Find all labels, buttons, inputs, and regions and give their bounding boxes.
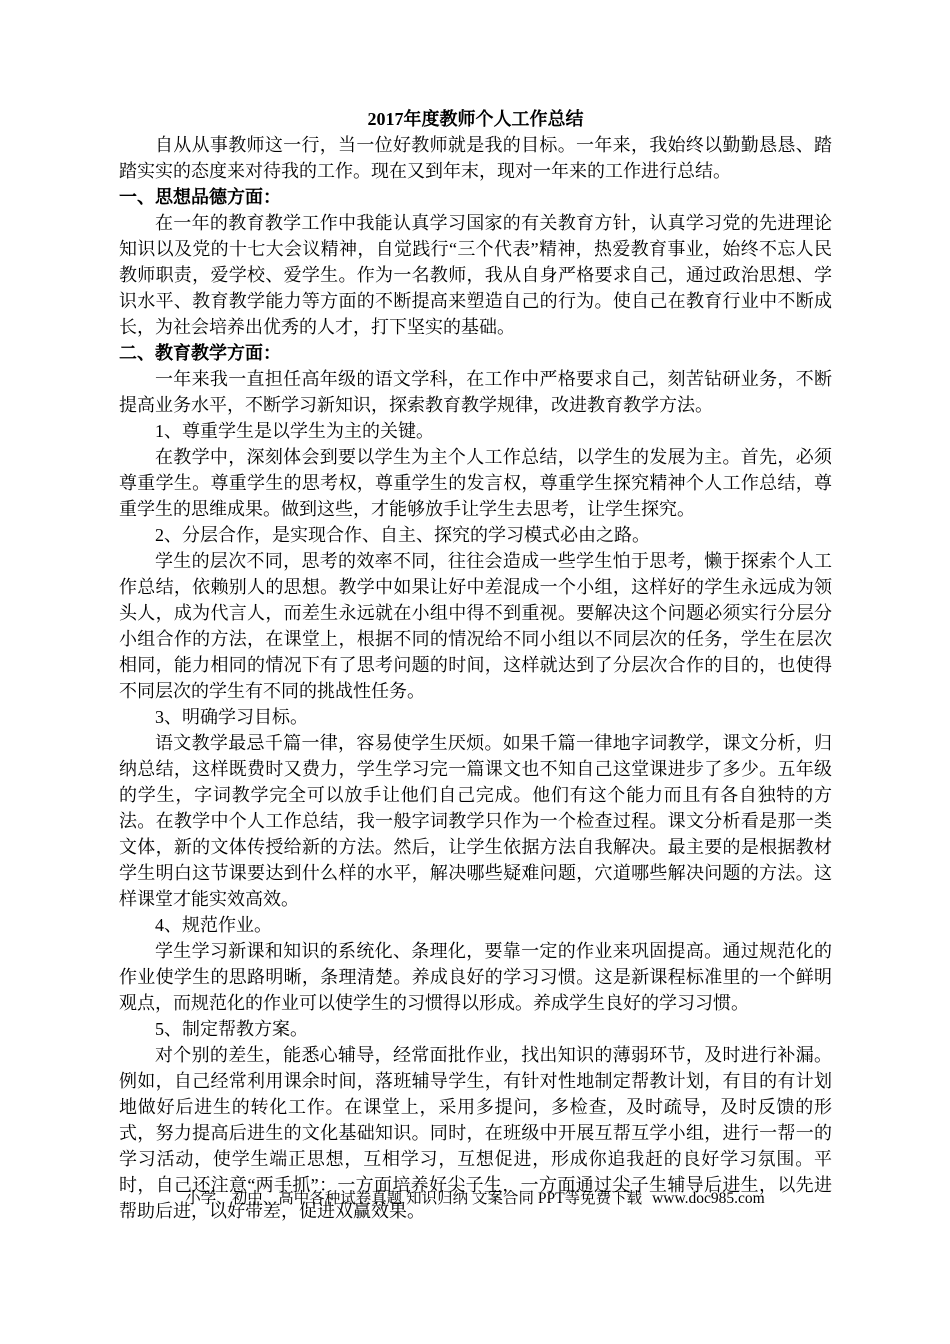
paragraph-ideology: 在一年的教育教学工作中我能认真学习国家的有关教育方针，认真学习党的先进理论知识以及党的十七大会议精神，自觉践行“三个代表”精神，热爱教育事业，始终不忘人民教师职责，爱学校、爱学生。作为一名教师，我从自身严格要求自己，通过政治思想、学识水平、教育教学能力等方面的不断提高来塑造自己的行为。使自己在教育行业中不断成长，为社会培养出优秀的人才，打下坚实的基础。 [119, 213, 832, 337]
subitem-5-body: 对个别的差生，能悉心辅导，经常面批作业，找出知识的薄弱环节，及时进行补漏。例如，自己经常利用课余时间，落班辅导学生，有针对性地制定帮教计划，有目的有计划地做好后进生的转化工作。在课堂上，采用多提问，多检查，及时疏导，及时反馈的形式，努力提高后进生的文化基础知识。同时，在班级中开展互帮互学小组，进行一帮一的学习活动，使学生端正思想，互相学习，互想促进，形成你追我赶的良好学习氛围。平时，自己还注意“两手抓”：一方面培养好尖子生，一方面通过尖子生辅导后进生，以先进帮助后进，以好带差，促进双赢效果。 [119, 1045, 832, 1221]
section-heading-teaching: 二、教育教学方面： [119, 343, 281, 363]
section-heading-ideology: 一、思想品德方面： [119, 187, 281, 207]
subitem-2-body: 学生的层次不同，思考的效率不同，往往会造成一些学生怕于思考，懒于探索个人工作总结，依赖别人的思想。教学中如果让好中差混成一个小组，这样好的学生永远成为领头人，成为代言人，而差生永远就在小组中得不到重视。要解决这个问题必须实行分层分小组合作的方法，在课堂上，根据不同的情况给不同小组以不同层次的任务，学生在层次相同，能力相同的情况下有了思考问题的时间，这样就达到了分层次合作的目的，也使得不同层次的学生有不同的挑战性任务。 [119, 551, 832, 701]
subitem-4-title: 4、规范作业。 [155, 915, 272, 935]
subitem-3-title: 3、明确学习目标。 [155, 707, 308, 727]
subitem-4-body: 学生学习新课和知识的系统化、条理化，要靠一定的作业来巩固提高。通过规范化的作业使学生的思路明晰，条理清楚。养成良好的学习习惯。这是新课程标准里的一个鲜明观点，而规范化的作业可以使学生的习惯得以形成。养成学生良好的学习习惯。 [119, 941, 832, 1013]
subitem-1-title: 1、尊重学生是以学生为主的关键。 [155, 421, 434, 441]
intro-paragraph: 自从从事教师这一行，当一位好教师就是我的目标。一年来，我始终以勤勤恳恳、踏踏实实的态度来对待我的工作。现在又到年末，现对一年来的工作进行总结。 [119, 135, 832, 181]
document-content [119, 106, 832, 1224]
page-footer [0, 1188, 950, 1210]
subitem-3-body: 语文教学最忌千篇一律，容易使学生厌烦。如果千篇一律地字词教学，课文分析，归纳总结，这样既费时又费力，学生学习完一篇课文也不知自己这堂课进步了多少。五年级的学生，字词教学完全可以放手让他们自己完成。他们有这个能力而且有各自独特的方法。在教学中个人工作总结，我一般字词教学只作为一个检查过程。课文分析看是那一类文体，新的文体传授给新的方法。然后，让学生依据方法自我解决。最主要的是根据教材学生明白这节课要达到什么样的水平，解决哪些疑难问题，穴道哪些解决问题的方法。这样课堂才能实效高效。 [119, 733, 832, 909]
subitem-1-body: 在教学中，深刻体会到要以学生为主个人工作总结，以学生的发展为主。首先，必须尊重学生。尊重学生的思考权，尊重学生的发言权，尊重学生探究精神个人工作总结，尊重学生的思维成果。做到这些，才能够放手让学生去思考，让学生探究。 [119, 447, 832, 519]
footer-text: 小学、初中、高中各种试卷真题 知识归纳 文案合同 PPT等免费下载 [185, 1190, 643, 1207]
footer-site-link[interactable]: www.doc985.com [652, 1190, 765, 1207]
subitem-2-title: 2、分层合作，是实现合作、自主、探究的学习模式必由之路。 [155, 525, 650, 545]
subitem-5-title: 5、制定帮教方案。 [155, 1019, 308, 1039]
document-title: 2017年度教师个人工作总结 [367, 109, 584, 129]
paragraph-teaching-intro: 一年来我一直担任高年级的语文学科，在工作中严格要求自己，刻苦钻研业务，不断提高业务水平，不断学习新知识，探索教育教学规律，改进教育教学方法。 [119, 369, 832, 415]
